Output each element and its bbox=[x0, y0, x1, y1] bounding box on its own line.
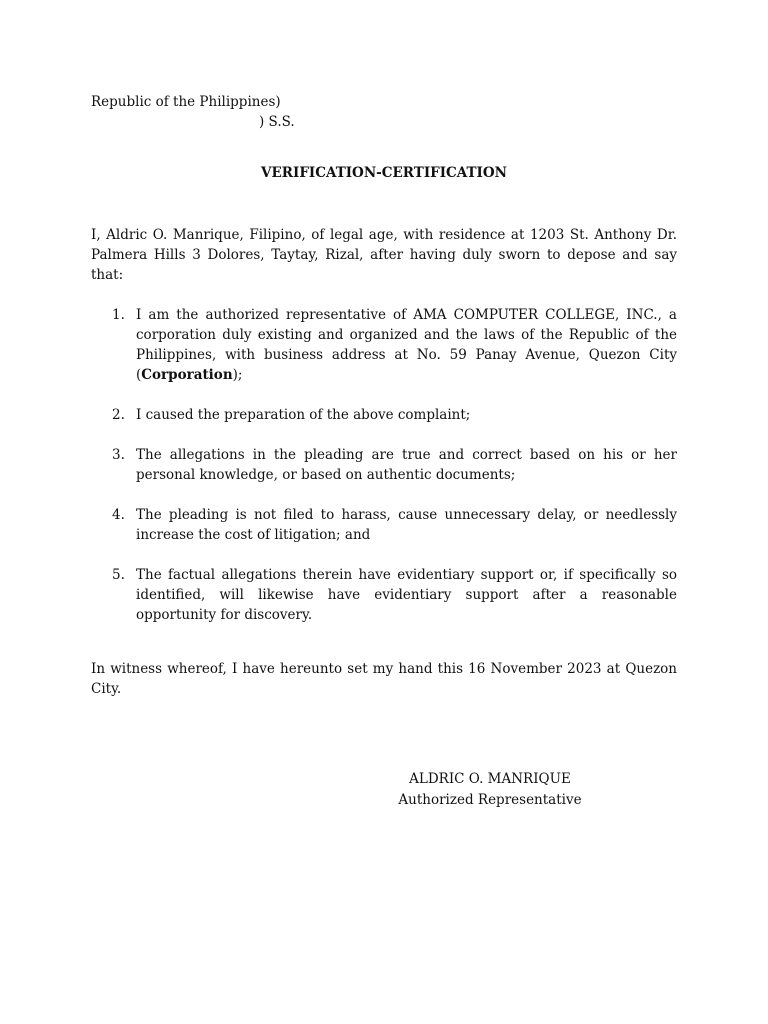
item-number: 1. bbox=[112, 307, 125, 323]
list-item bbox=[91, 305, 677, 385]
witness-paragraph: In witness whereof, I have hereunto set my hand this 16 November 2023 at Quezon City. bbox=[91, 661, 677, 697]
signatory-name: ALDRIC O. MANRIQUE bbox=[409, 771, 571, 787]
venue-block bbox=[91, 92, 295, 132]
list-item bbox=[91, 405, 677, 425]
item-text: The pleading is not filed to harass, cause unnecessary delay, or needlessly increase the cost of litigation; and bbox=[136, 507, 677, 543]
venue-country: Republic of the Philippines) bbox=[91, 94, 281, 110]
item-number: 2. bbox=[112, 407, 125, 423]
item-text: The factual allegations therein have evidentiary support or, if specifically so identified, will likewise have evidentiary support after a reasonable opportunity for discovery. bbox=[136, 567, 677, 623]
venue-ss: ) S.S. bbox=[259, 114, 295, 130]
list-item bbox=[91, 445, 677, 485]
item-text bbox=[136, 307, 677, 383]
item-number: 3. bbox=[112, 447, 125, 463]
item-number: 5. bbox=[112, 567, 125, 583]
item-text: I caused the preparation of the above complaint; bbox=[136, 407, 471, 423]
item-text-after: ); bbox=[232, 367, 243, 383]
intro-paragraph: I, Aldric O. Manrique, Filipino, of legal age, with residence at 1203 St. Anthony Dr. Palmera Hills 3 Dolores, Taytay, Rizal, after having duly sworn to depose and say that: bbox=[91, 227, 677, 283]
document-title: VERIFICATION-CERTIFICATION bbox=[261, 165, 507, 181]
statement-list bbox=[91, 305, 677, 645]
item-text-before: I am the authorized representative of AMA COMPUTER COLLEGE, INC., a corporation duly existing and organized and the laws of the Republic of the Philippines, with business address at No. 59 Panay Avenue, Quezon City ( bbox=[136, 307, 677, 383]
signature-block bbox=[380, 769, 600, 811]
list-item bbox=[91, 565, 677, 625]
signatory-role: Authorized Representative bbox=[398, 792, 582, 808]
item-text: The allegations in the pleading are true and correct based on his or her personal knowledge, or based on authentic documents; bbox=[136, 447, 677, 483]
list-item bbox=[91, 505, 677, 545]
item-bold-term: Corporation bbox=[141, 367, 233, 383]
item-number: 4. bbox=[112, 507, 125, 523]
